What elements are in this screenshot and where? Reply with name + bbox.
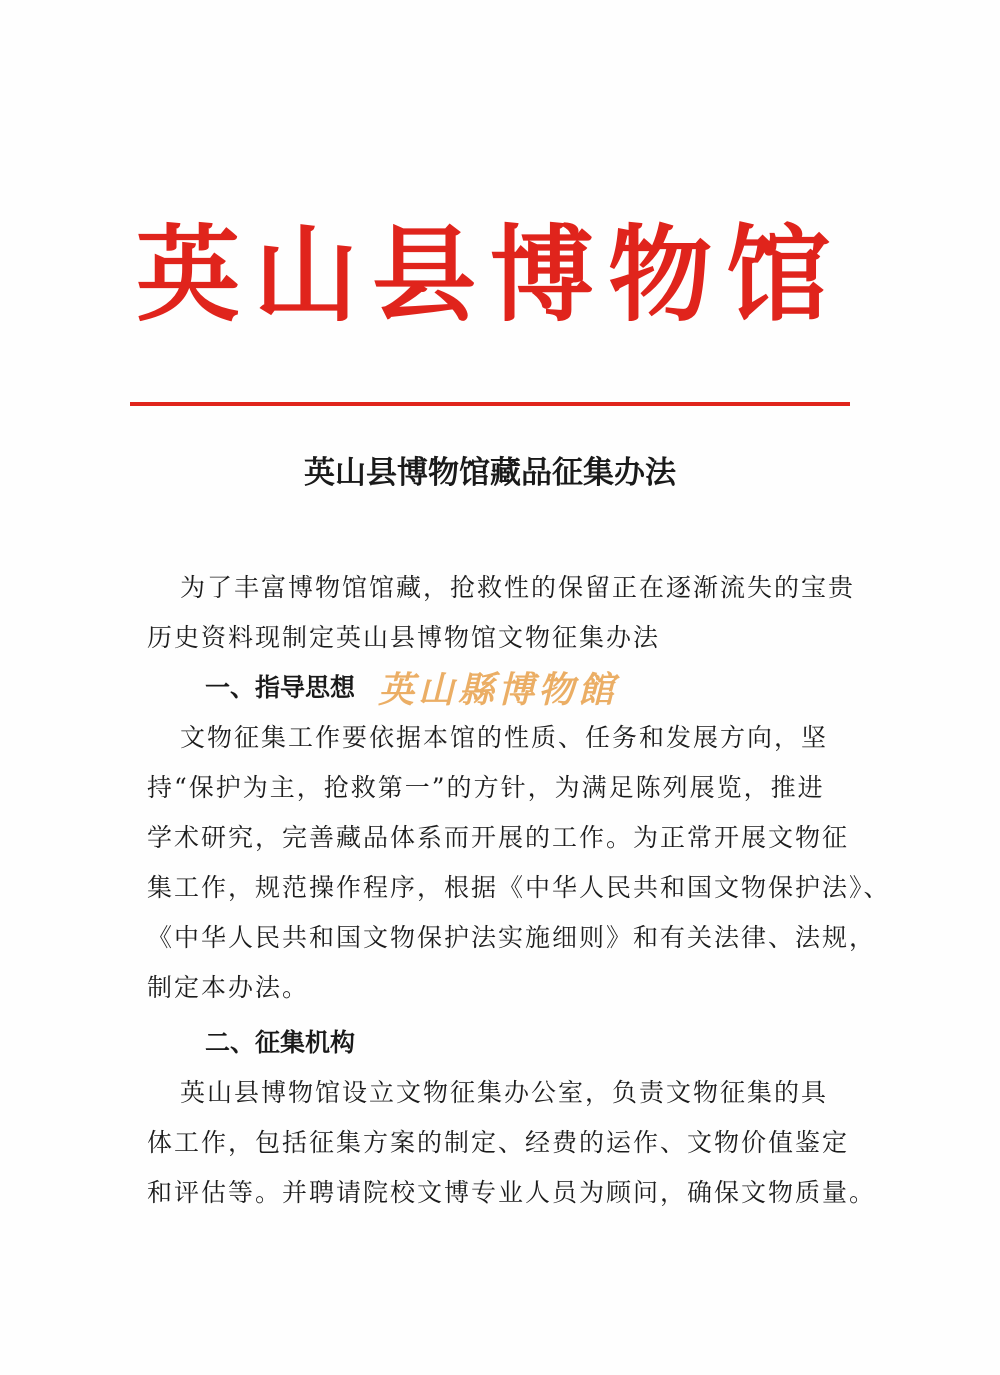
masthead-title: 英山县博物馆 xyxy=(135,213,844,336)
intro-line-2: 历史资料现制定英山县博物馆文物征集办法 xyxy=(147,623,661,652)
intro-line-1: 为了丰富博物馆馆藏，抢救性的保留正在逐渐流失的宝贵 xyxy=(180,573,856,602)
section1-line-2: 持“保护为主，抢救第一”的方针，为满足陈列展览，推进 xyxy=(147,773,825,802)
red-divider-line xyxy=(130,402,850,406)
section1-line-3: 学术研究，完善藏品体系而开展的工作。为正常开展文物征 xyxy=(147,823,850,852)
section2-line-1: 英山县博物馆设立文物征集办公室，负责文物征集的具 xyxy=(180,1078,829,1107)
section1-line-6: 制定本办法。 xyxy=(147,973,310,1002)
section2-line-3: 和评估等。并聘请院校文博专业人员为顾问，确保文物质量。 xyxy=(147,1178,877,1207)
section1-line-1: 文物征集工作要依据本馆的性质、任务和发展方向，坚 xyxy=(180,723,829,752)
museum-calligraphy-watermark xyxy=(378,666,628,710)
section2-line-2: 体工作，包括征集方案的制定、经费的运作、文物价值鉴定 xyxy=(147,1128,850,1157)
section1-line-5: 《中华人民共和国文物保护法实施细则》和有关法律、法规， xyxy=(147,923,877,952)
section1-line-4: 集工作，规范操作程序，根据《中华人民共和国文物保护法》、 xyxy=(147,873,891,902)
watermark-text: 英山縣博物館 xyxy=(378,669,619,710)
document-title: 英山县博物馆藏品征集办法 xyxy=(304,455,676,491)
section-heading-guiding-principle: 一、指导思想 xyxy=(205,673,356,702)
section-heading-collection-agency: 二、征集机构 xyxy=(205,1028,356,1057)
